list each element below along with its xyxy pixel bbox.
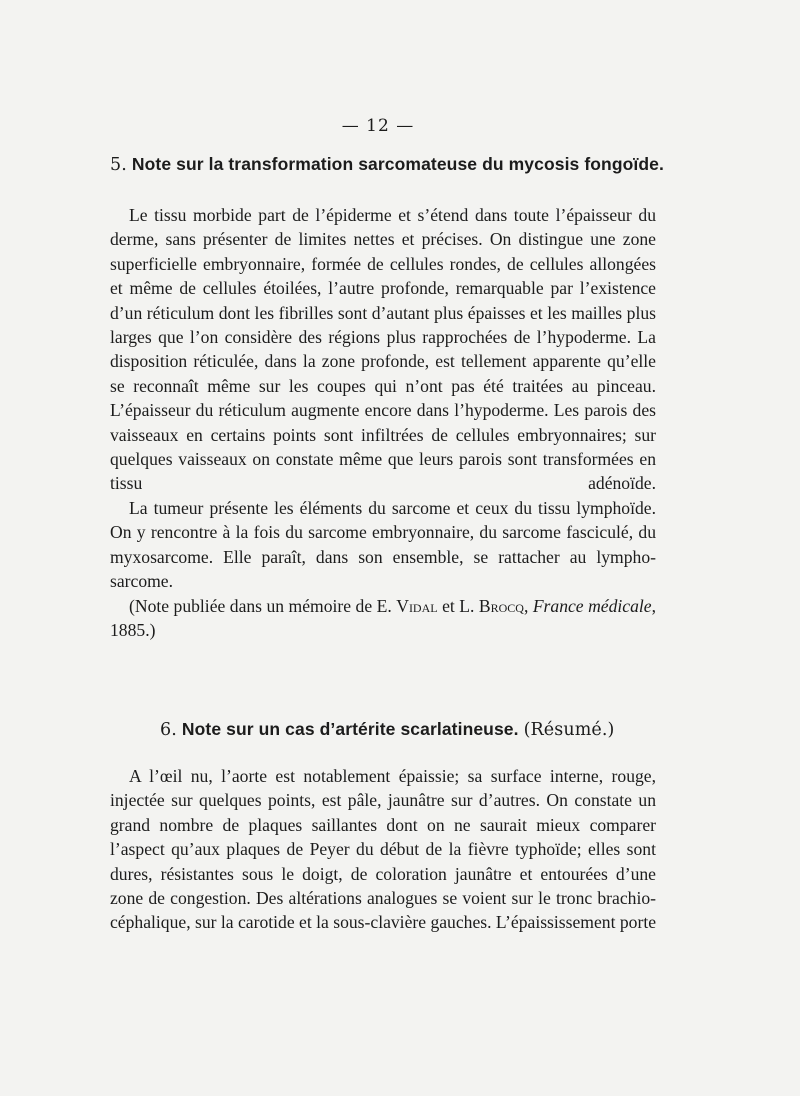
- section-5: [110, 154, 664, 175]
- note-author-vidal: Vidal: [396, 595, 438, 616]
- section-6-body: [110, 764, 656, 935]
- section-5-paragraph-2: La tumeur présente les éléments du sarcome et ceux du tissu lymphoïde. On y rencontre à la fois du sarcome embryonnaire, du sarcome fasciculé, du myxosarcome. Elle paraît, dans son ensemble, se rattacher au lympho-sarcome.: [110, 497, 656, 592]
- section-5-title: Note sur la transformation sarcomateuse du mycosis fongoïde.: [131, 154, 664, 174]
- note-comma: ,: [523, 595, 533, 616]
- section-6-paragraph-1: A l’œil nu, l’aorte est notablement épaissie; sa surface interne, rouge, injectée sur quelques points, est pâle, jaunâtre sur d’autres. On constate un grand nombre de plaques saillantes dont on ne saurait mieux comparer l’aspect qu’aux plaques de Peyer du début de la fièvre typhoïde; elles sont dures, résistantes sous le doigt, de coloration jaunâtre et entourées d’une zone de congestion. Des altérations analogues se voient sur le tronc brachio-céphalique, sur la carotide et la sous-clavière gauches. L’épaississement porte: [110, 766, 657, 933]
- section-6: [160, 719, 640, 740]
- section-5-heading: [110, 154, 664, 175]
- note-author-brocq: Brocq: [478, 595, 524, 616]
- note-prefix: (Note publiée dans un mémoire de E.: [129, 595, 397, 616]
- note-suffix: , 1885.): [110, 595, 656, 640]
- section-6-heading: [160, 719, 640, 740]
- section-6-title: Note sur un cas d’artérite scarlatineuse.: [181, 719, 519, 739]
- page-number: — 12 —: [341, 116, 415, 136]
- section-5-body: [110, 203, 656, 642]
- section-6-resume: (Résumé.): [523, 720, 615, 740]
- section-5-paragraph-1: Le tissu morbide part de l’épiderme et s’étend dans toute l’épaisseur du derme, sans présenter de limites nettes et précises. On distingue une zone superficielle embryonnaire, formée de cellules rondes, de cellules allongées et même de cellules étoilées, l’autre profonde, remarquable par l’existence d’un réticulum dont les fibrilles sont d’autant plus épaisses et les mailles plus larges que l’on considère des régions plus rapprochées de l’hypoderme. La disposition réticulée, dans la zone profonde, est tellement apparente qu’elle se reconnaît même sur les coupes qui n’ont pas été traitées au pinceau. L’épaisseur du réticulum augmente encore dans l’hypoderme. Les parois des vaisseaux en certains points sont infiltrées de cellules embryonnaires; sur quelques vaisseaux on constate même que leurs parois sont transformées en tissu adénoïde.: [110, 205, 656, 494]
- section-6-number: 6.: [160, 720, 177, 740]
- note-middle: et L.: [437, 595, 479, 616]
- note-journal: France médicale: [532, 595, 652, 616]
- section-5-note: [110, 594, 656, 643]
- section-5-number: 5.: [110, 155, 127, 175]
